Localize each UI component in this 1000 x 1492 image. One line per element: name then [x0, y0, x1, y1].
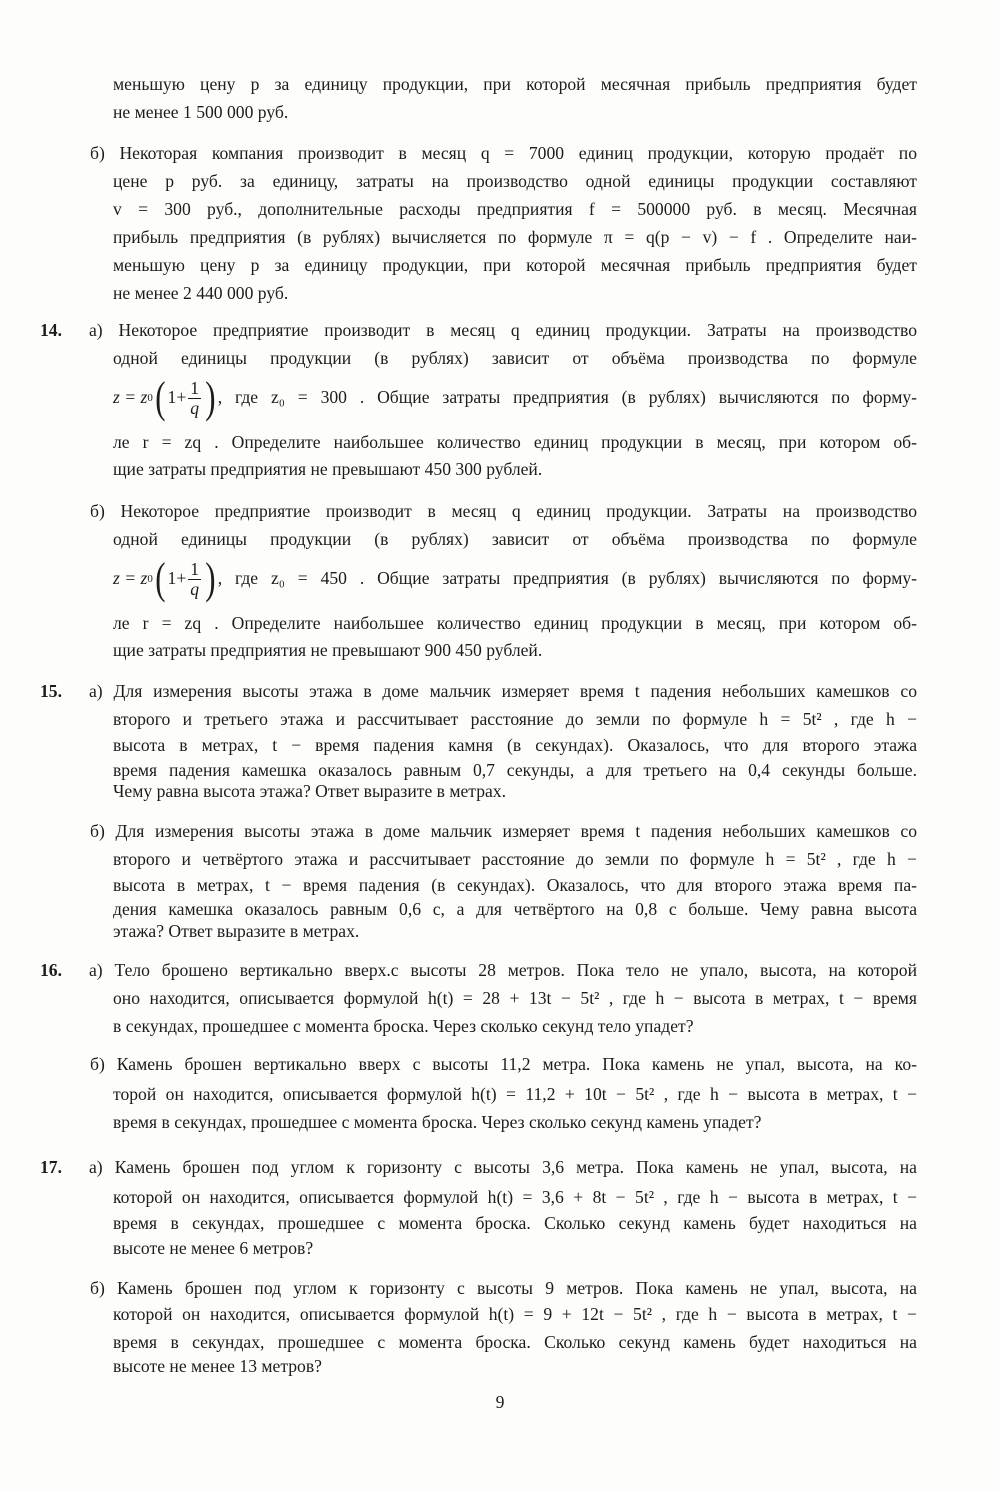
p14a-line-1: а) Некоторое предприятие производит в месяц q единиц продукции. Затраты на производство [89, 320, 917, 340]
p17b-line-4: высоте не менее 13 метров? [113, 1356, 322, 1376]
p13b-line-2: цене p руб. за единицу, затраты на производство одной единицы продукции составляют [113, 171, 917, 191]
p13b-line-4: прибыль предприятия (в рублях) вычисляется по формуле π = q(p − v) − f . Определите наи- [113, 227, 917, 247]
p15b-line-1: б) Для измерения высоты этажа в доме мальчик измеряет время t падения небольших камешков со [90, 821, 917, 841]
formula-rest: , где z₀ = 450 . Общие затраты предприятия (в рублях) вычисляются по форму- [217, 568, 917, 589]
p16b-line-1: б) Камень брошен вертикально вверх с высоты 11,2 метра. Пока камень не упал, высота, на ко- [90, 1054, 917, 1074]
right-paren: ) [205, 554, 216, 603]
p15a-line-3: высота в метрах, t − время падения камня (в секундах). Оказалось, что для второго этажа [113, 735, 917, 755]
right-paren: ) [205, 373, 216, 422]
p14a-line-5: щие затраты предприятия не превышают 450 300 рублей. [113, 459, 543, 479]
p14b-line-4: ле r = zq . Определите наибольшее количество единиц продукции в месяц, при котором об- [113, 613, 917, 633]
p14b-formula-line [113, 554, 917, 603]
intro-line-1: меньшую цену p за единицу продукции, при которой месячная прибыль предприятия будет [113, 74, 917, 94]
p15a-line-1: а) Для измерения высоты этажа в доме мальчик измеряет время t падения небольших камешков со [89, 681, 917, 701]
problem-number-14: 14. [40, 320, 62, 340]
formula-lhs: z = z [113, 387, 148, 408]
p14a-line-2: одной единицы продукции (в рублях) зависит от объёма производства по формуле [113, 348, 917, 368]
fraction-numerator: 1 [190, 378, 200, 399]
p17a-line-1: а) Камень брошен под углом к горизонту с высоты 3,6 метра. Пока камень не упал, высота, на [89, 1157, 917, 1177]
p17a-line-4: высоте не менее 6 метров? [113, 1238, 314, 1258]
left-paren: ( [155, 554, 166, 603]
p15a-line-4: время падения камешка оказалось равным 0,7 секунды, а для третьего на 0,4 секунды больше. [113, 760, 917, 780]
p17a-line-2: которой он находится, описывается формулой h(t) = 3,6 + 8t − 5t² , где h − высота в метрах, t − [113, 1187, 917, 1207]
left-paren: ( [155, 373, 166, 422]
p14a-line-4: ле r = zq . Определите наибольшее количество единиц продукции в месяц, при котором об- [113, 432, 917, 452]
p17b-line-2: которой он находится, описывается формулой h(t) = 9 + 12t − 5t² , где h − высота в метрах, t − [113, 1304, 917, 1324]
p15a-line-2: второго и третьего этажа и рассчитывает расстояние до земли по формуле h = 5t² , где h − [113, 709, 917, 729]
fraction-denominator: q [190, 578, 200, 599]
problem-number-15: 15. [40, 681, 62, 701]
formula-lhs: z = z [113, 568, 148, 589]
formula-rest: , где z₀ = 300 . Общие затраты предприятия (в рублях) вычисляются по форму- [217, 387, 917, 408]
p15a-line-5: Чему равна высота этажа? Ответ выразите в метрах. [113, 781, 506, 801]
fraction [188, 379, 201, 417]
p14b-line-2: одной единицы продукции (в рублях) зависит от объёма производства по формуле [113, 529, 917, 549]
page-number: 9 [495, 1392, 505, 1412]
p16b-line-2: торой он находится, описывается формулой h(t) = 11,2 + 10t − 5t² , где h − высота в метрах, t − [113, 1084, 917, 1104]
intro-line-2: не менее 1 500 000 руб. [113, 102, 289, 122]
p15b-line-4: дения камешка оказалось равным 0,6 с, а для четвёртого на 0,8 с больше. Чему равна высота [113, 899, 917, 919]
p13b-line-5: меньшую цену p за единицу продукции, при которой месячная прибыль предприятия будет [113, 255, 917, 275]
formula-subscript: 0 [147, 391, 153, 404]
p15b-line-3: высота в метрах, t − время падения (в секундах). Оказалось, что для второго этажа время па- [113, 875, 917, 895]
p13b-line-3: v = 300 руб., дополнительные расходы предприятия f = 500000 руб. в месяц. Месячная [113, 199, 917, 219]
formula-subscript: 0 [147, 572, 153, 585]
p15b-line-5: этажа? Ответ выразите в метрах. [113, 921, 360, 941]
p17b-line-3: время в секундах, прошедшее с момента броска. Сколько секунд камень будет находиться на [113, 1332, 917, 1352]
p13b-line-6: не менее 2 440 000 руб. [113, 283, 289, 303]
p16b-line-3: время в секундах, прошедшее с момента броска. Через сколько секунд камень упадет? [113, 1112, 762, 1132]
problem-number-16: 16. [40, 960, 62, 980]
p13b-line-1: б) Некоторая компания производит в месяц q = 7000 единиц продукции, которую продаёт по [90, 143, 917, 163]
formula-one: 1+ [167, 387, 187, 408]
problem-number-17: 17. [40, 1157, 62, 1177]
p15b-line-2: второго и четвёртого этажа и рассчитывает расстояние до земли по формуле h = 5t² , где h − [113, 849, 917, 869]
fraction-numerator: 1 [190, 559, 200, 580]
fraction [188, 560, 201, 598]
p17b-line-1: б) Камень брошен под углом к горизонту с высоты 9 метров. Пока камень не упал, высота, на [90, 1278, 917, 1298]
p14a-formula-line [113, 373, 917, 422]
p16a-line-1: а) Тело брошено вертикально вверх.с высоты 28 метров. Пока тело не упало, высота, на которой [89, 960, 917, 980]
formula-one: 1+ [167, 568, 187, 589]
fraction-denominator: q [190, 397, 200, 418]
p17a-line-3: время в секундах, прошедшее с момента броска. Сколько секунд камень будет находиться на [113, 1213, 917, 1233]
p14b-line-1: б) Некоторое предприятие производит в месяц q единиц продукции. Затраты на производство [90, 501, 917, 521]
p14b-line-5: щие затраты предприятия не превышают 900 450 рублей. [113, 640, 543, 660]
p16a-line-3: в секундах, прошедшее с момента броска. Через сколько секунд тело упадет? [113, 1016, 694, 1036]
p16a-line-2: оно находится, описывается формулой h(t) = 28 + 13t − 5t² , где h − высота в метрах, t − время [113, 988, 917, 1008]
